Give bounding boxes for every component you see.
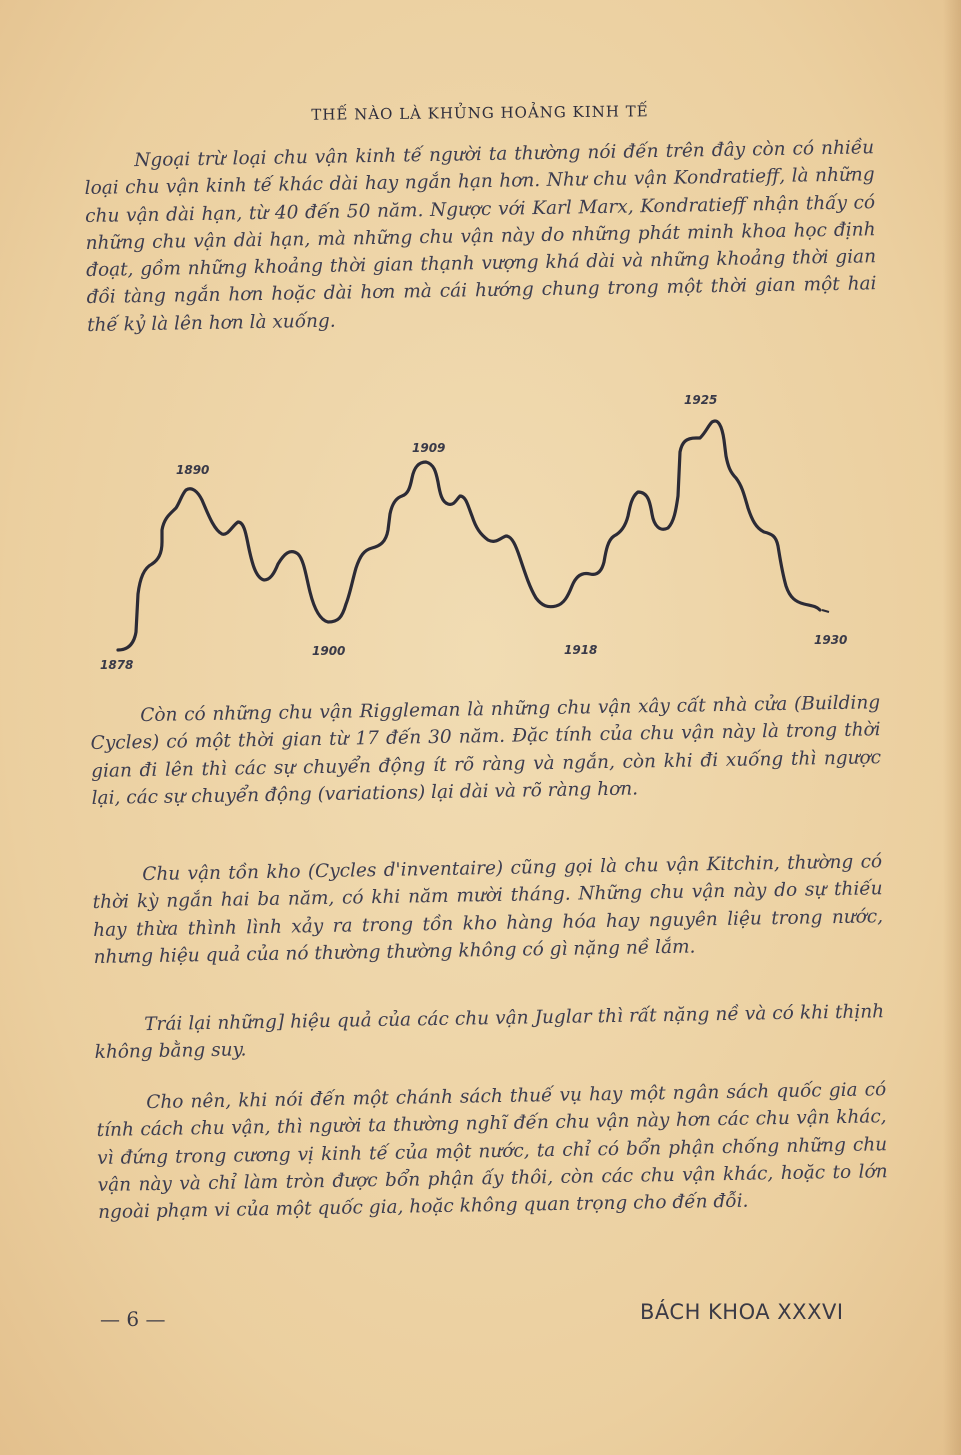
year-label-1918: 1918 bbox=[564, 643, 598, 657]
year-label-1878: 1878 bbox=[100, 658, 134, 672]
cycle-curve-dash bbox=[822, 610, 829, 612]
cycle-curve bbox=[118, 421, 820, 650]
year-label-1909: 1909 bbox=[412, 441, 446, 455]
magazine-issue: BÁCH KHOA XXXVI bbox=[640, 1300, 844, 1324]
paragraph-kitchin: Chu vận tồn kho (Cycles d'inventaire) cũng gọi là chu vận Kitchin, thường có thời kỳ ngắn hai ba năm, có khi năm mười tháng. Những chu vận này do sự thiếu hay thừa thình lình xảy ra trong tồn kho hàng hóa hay nguyên liệu trong nước, nhưng hiệu quả của nó thường thường không có gì nặng nề lắm. bbox=[92, 851, 884, 968]
paragraph-kondratieff: Ngoại trừ loại chu vận kinh tế người ta thường nói đến trên đây còn có nhiều loại chu vận kinh tế khác dài hay ngắn hạn hơn. Như chu vận Kondratieff, là những chu vận dài hạn, từ 40 đến 50 năm. Ngược với Karl Marx, Kondratieff nhận thấy có những chu vận dài hạn, mà những chu vận này do những phát minh khoa học định đoạt, gồm những khoảng thời gian thạnh vượng khá dài và những khoảng thời gian đồi tàng ngắn hơn hoặc dài hơn mà cái hướng chung trong một thời gian một hai thế kỷ là lên hơn là xuống. bbox=[84, 137, 877, 336]
paragraph-riggleman: Còn có những chu vận Riggleman là những chu vận xây cất nhà cửa (Building Cycles) có một thời gian từ 17 đến 30 năm. Đặc tính của chu vận này là trong thời gian đi lên thì các sự chuyển động ít rõ ràng và ngắn, còn khi đi xuống thì ngược lại, các sự chuyển động (variations) lại dài và rõ ràng hơn. bbox=[90, 692, 882, 809]
page-edge-shadow bbox=[943, 0, 961, 1455]
year-label-1890: 1890 bbox=[176, 463, 210, 477]
year-label-1900: 1900 bbox=[312, 644, 346, 658]
cycle-curve-svg bbox=[96, 382, 876, 682]
paragraph-fiscal-policy: Cho nên, khi nói đến một chánh sách thuế vụ hay một ngân sách quốc gia có tính cách chu vận, thì người ta thường nghĩ đến chu vận này hơn các chu vận khác, vì đứng trong cương vị kinh tế của một nước, ta chỉ có bổn phận chống những chu vận này và chỉ làm tròn được bổn phận ấy thôi, còn các chu vận khác, hoặc to lớn ngoài phạm vi của một quốc gia, hoặc không quan trọng cho đến đỗi. bbox=[96, 1079, 888, 1224]
running-header: THẾ NÀO LÀ KHỦNG HOẢNG KINH TẾ bbox=[311, 102, 649, 124]
year-label-1925: 1925 bbox=[684, 393, 718, 407]
year-label-1930: 1930 bbox=[814, 633, 848, 647]
page-number: — 6 — bbox=[100, 1307, 166, 1331]
paragraph-juglar: Trái lại những] hiệu quả của các chu vận Juglar thì rất nặng nề và có khi thịnh không bằng suy. bbox=[94, 1001, 885, 1064]
economic-cycle-figure bbox=[96, 382, 876, 682]
